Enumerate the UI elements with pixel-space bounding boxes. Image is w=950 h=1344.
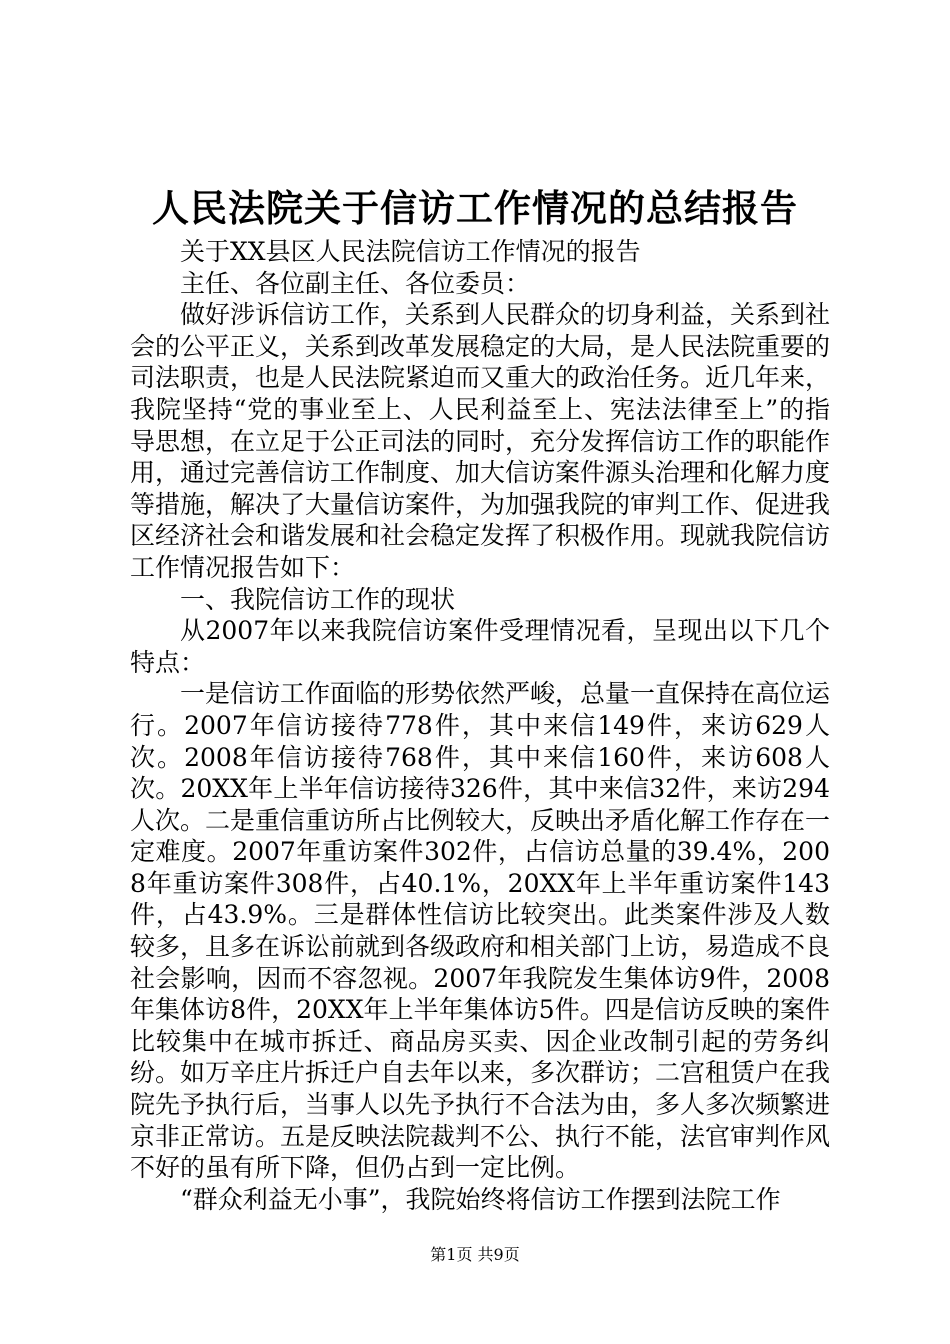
- body-paragraph: 一是信访工作面临的形势依然严峻，总量一直保持在高位运行。2007年信访接待778件，其中来信149件，来访629人次。2008年信访接待768件，其中来信160件，来访608人次。20XX年上半年信访接待326件，其中来信32件，来访294人次。二是重信重访所占比例较大，反映出矛盾化解工作存在一定难度。2007年重访案件302件，占信访总量的39.4%，2008年重访案件308件，占40.1%，20XX年上半年重访案件143件，占43.9%。三是群体性信访比较突出。此类案件涉及人数较多，且多在诉讼前就到各级政府和相关部门上访，易造成不良社会影响，因而不容忽视。2007年我院发生集体访9件，2008年集体访8件，20XX年上半年集体访5件。四是信访反映的案件比较集中在城市拆迁、商品房买卖、因企业改制引起的劳务纠纷。如万辛庄片拆迁户自去年以来，多次群访；二宫租赁户在我院先予执行后，当事人以先予执行不合法为由，多人多次频繁进京非正常访。五是反映法院裁判不公、执行不能，法官审判作风不好的虽有所下降，但仍占到一定比例。: [130, 679, 831, 1183]
- body-paragraph: 从2007年以来我院信访案件受理情况看，呈现出以下几个特点：: [130, 616, 830, 677]
- page-number-footer: 第1页 共9页: [430, 1245, 520, 1264]
- body-paragraph: “群众利益无小事”，我院始终将信访工作摆到法院工作: [180, 1184, 781, 1214]
- document-body: [130, 236, 830, 1215]
- document-title: 人民法院关于信访工作情况的总结报告: [152, 186, 798, 230]
- body-paragraph: 做好涉诉信访工作，关系到人民群众的切身利益，关系到社会的公平正义，关系到改革发展稳定的大局，是人民法院重要的司法职责，也是人民法院紧迫而又重大的政治任务。近几年来，我院坚持“党的事业至上、人民利益至上、宪法法律至上”的指导思想，在立足于公正司法的同时，充分发挥信访工作的职能作用，通过完善信访工作制度、加大信访案件源头治理和化解力度等措施，解决了大量信访案件，为加强我院的审判工作、促进我区经济社会和谐发展和社会稳定发挥了积极作用。现就我院信访工作情况报告如下：: [130, 300, 831, 582]
- report-subtitle: 关于XX县区人民法院信访工作情况的报告: [180, 237, 641, 266]
- salutation: 主任、各位副主任、各位委员：: [180, 268, 531, 298]
- section-heading: 一、我院信访工作的现状: [180, 584, 456, 614]
